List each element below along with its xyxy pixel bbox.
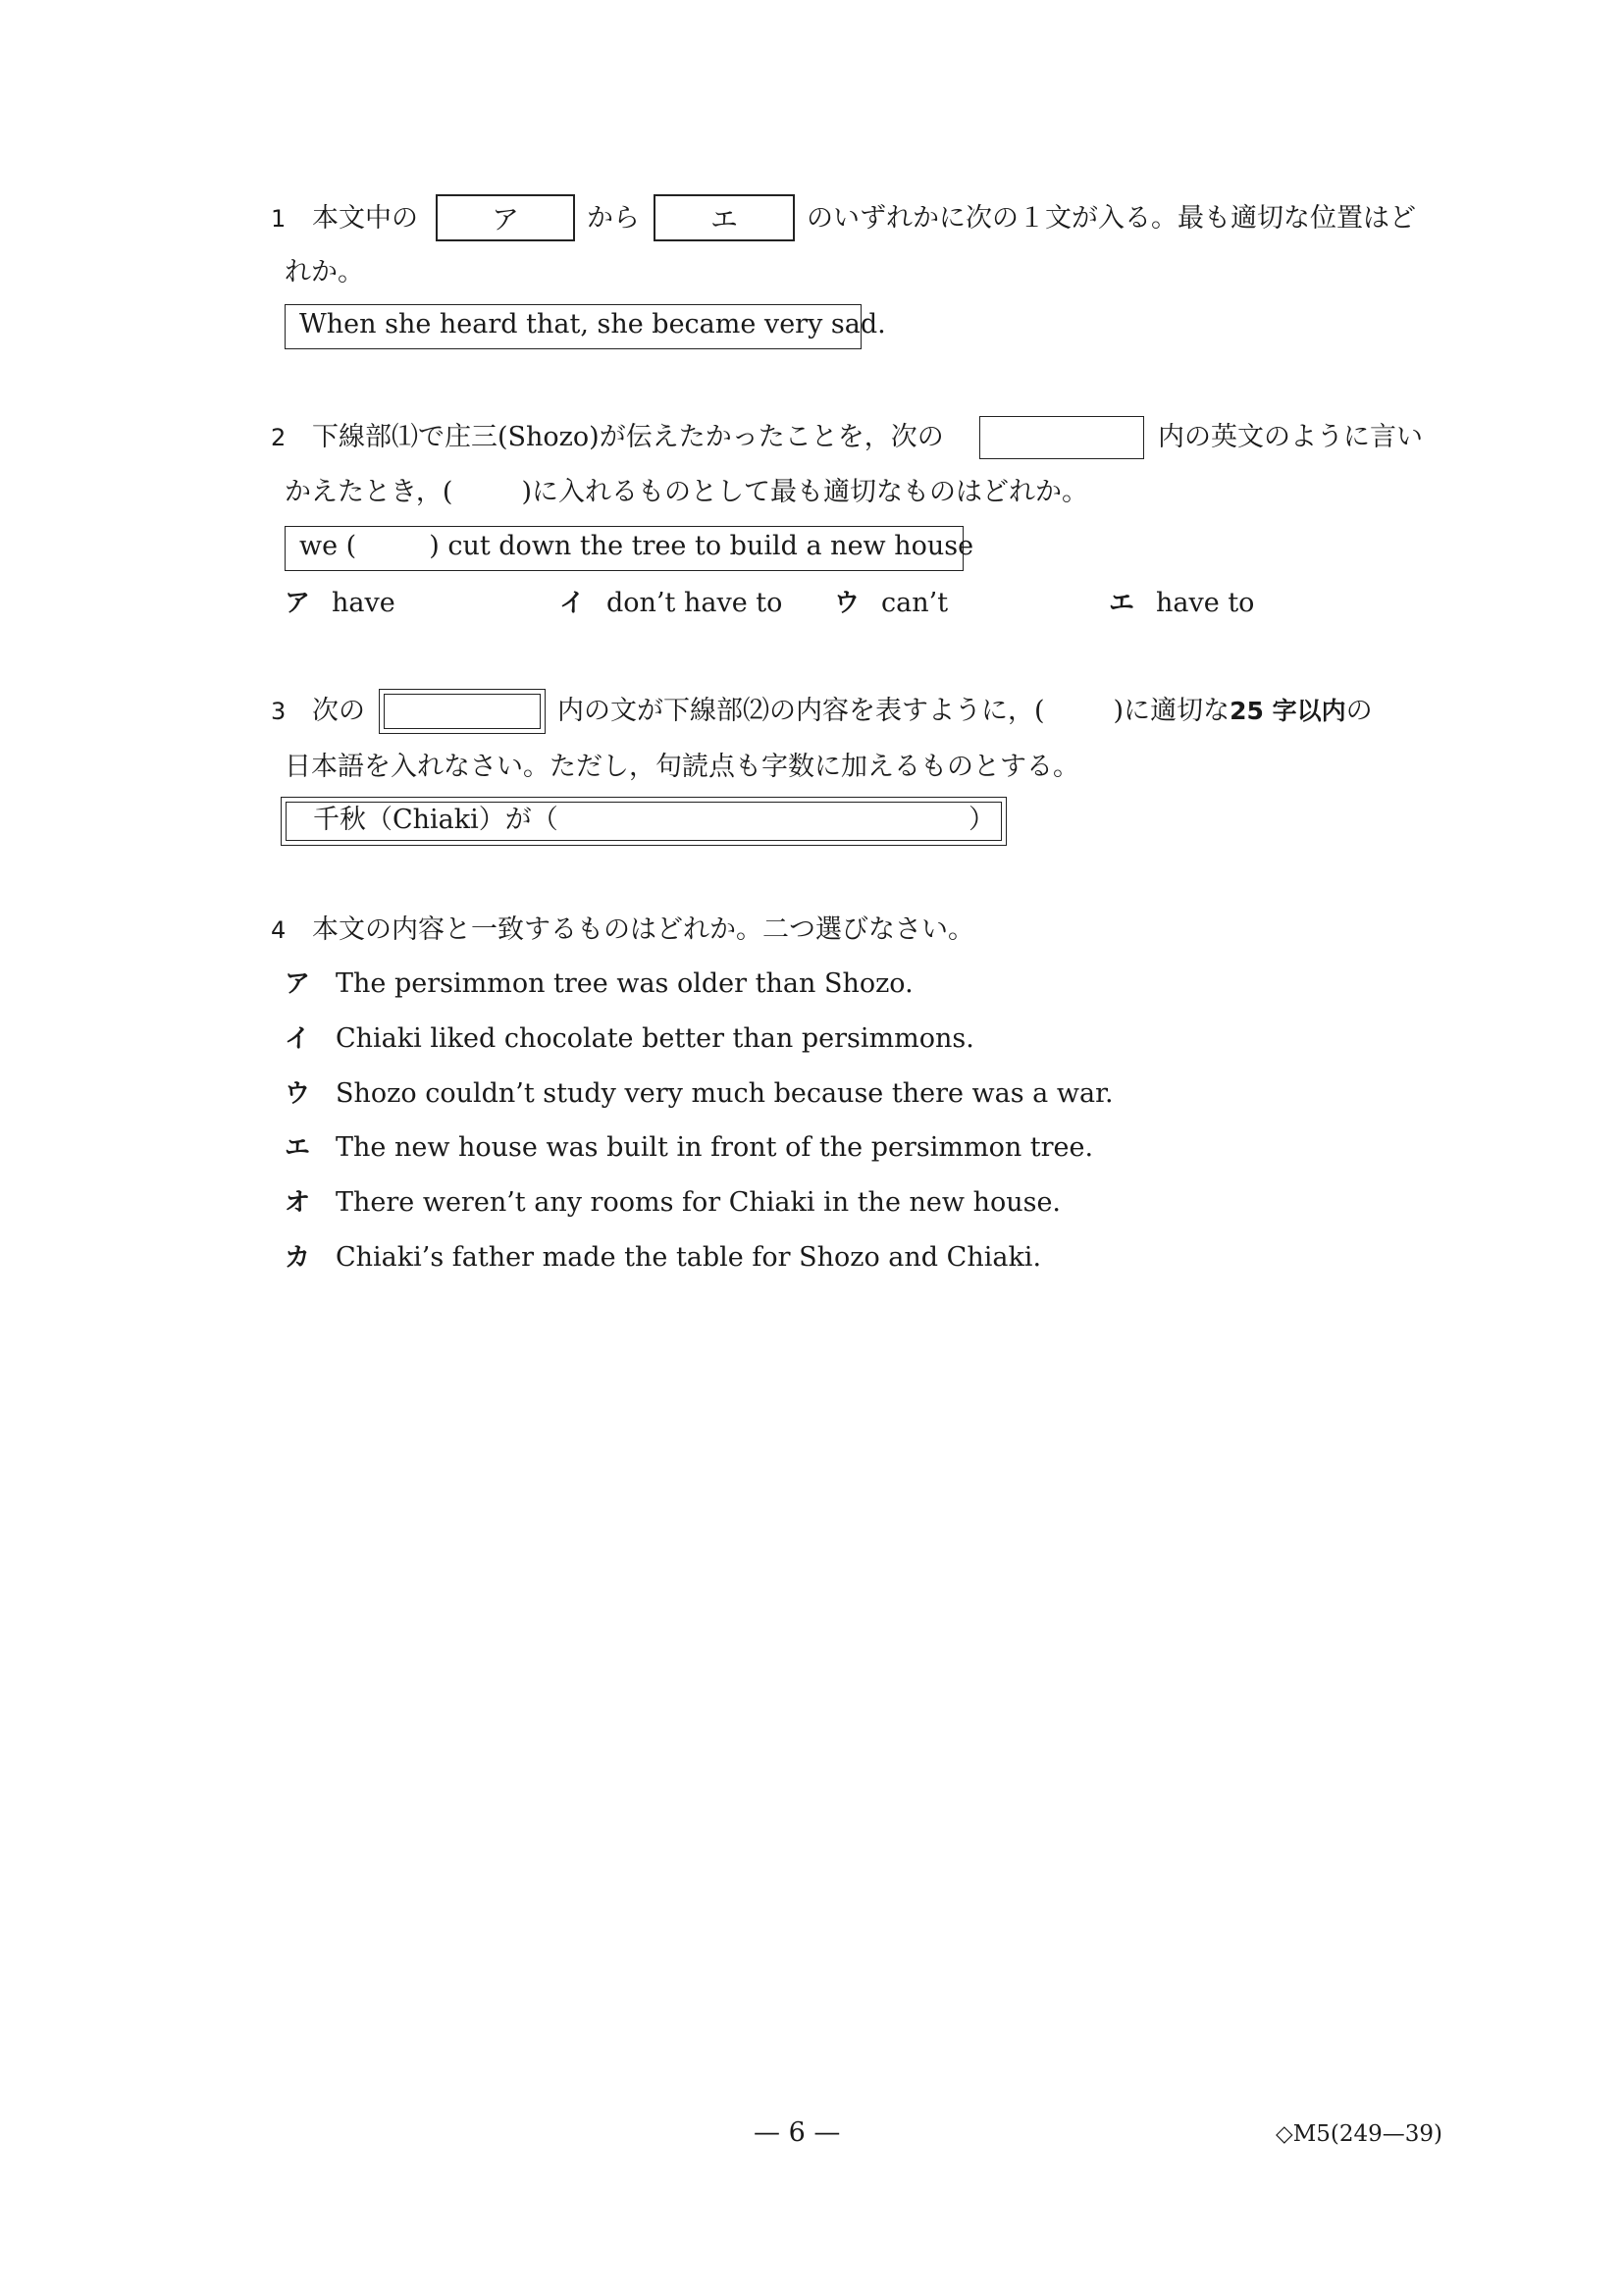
q4-option-i-label: イ — [285, 1024, 311, 1054]
q4-option-ka-text: Chiaki’s father made the table for Shozo and Chiaki. — [336, 1242, 1042, 1273]
q2-option-u-label: ウ — [834, 589, 861, 618]
q1-number: 1 — [271, 205, 287, 233]
q1-text-c: のいずれかに次の１文が入る。最も適切な位置はど — [807, 203, 1416, 234]
q2-text-b: 内の英文のように言い — [1158, 422, 1423, 452]
q4-option-o-label: オ — [285, 1188, 311, 1218]
q2-inline-box — [979, 416, 1144, 459]
q2-line1 — [271, 418, 944, 457]
q2-option-e-label: エ — [1109, 589, 1135, 618]
q2-option-a — [285, 584, 395, 623]
q1-text-a: 本文中の — [312, 203, 418, 234]
q1-box-a-label: ア — [491, 203, 519, 235]
q4-line1 — [271, 911, 974, 950]
exam-code: ◇M5(249—39) — [1276, 2121, 1442, 2147]
q1-sentence-box — [285, 304, 886, 349]
q4-option-u-text: Shozo couldn’t study very much because there was a war. — [336, 1078, 1114, 1109]
q2-sentence-start: we ( — [299, 531, 357, 561]
q2-option-u — [834, 584, 948, 623]
q4-option-u — [285, 1074, 1114, 1114]
q4-text: 本文の内容と一致するものはどれか。二つ選びなさい。 — [312, 914, 974, 945]
q2-text-d: )に入れるものとして最も適切なものはどれか。 — [521, 477, 1089, 507]
q2-option-u-text: can’t — [881, 588, 949, 618]
q4-option-i-text: Chiaki liked chocolate better than persimmons. — [336, 1023, 974, 1054]
q4-option-a — [285, 965, 914, 1004]
q2-option-i-text: don’t have to — [606, 588, 783, 618]
q2-option-a-label: ア — [285, 589, 311, 618]
q3-inline-box — [379, 689, 546, 734]
q2-sentence-box — [285, 526, 974, 571]
q3-limit: 25 字以内 — [1230, 697, 1346, 725]
q4-option-ka-label: カ — [285, 1243, 311, 1273]
q3-answer-start: 千秋（Chiaki）が（ — [313, 805, 558, 835]
q4-number: 4 — [271, 916, 287, 944]
q4-option-a-label: ア — [285, 969, 311, 999]
q1-text-d: れか。 — [285, 257, 364, 287]
q4-option-o-text: There weren’t any rooms for Chiaki in the new house. — [336, 1187, 1062, 1218]
q1-box-e-label: エ — [709, 203, 738, 235]
q4-option-o — [285, 1183, 1061, 1223]
q4-option-i — [285, 1019, 974, 1059]
q3-answer-box — [281, 797, 1007, 846]
q2-line2 — [285, 473, 1088, 512]
q2-option-e — [1109, 584, 1254, 623]
q2-option-i-label: イ — [559, 589, 586, 618]
q1-box-a — [436, 194, 575, 241]
q1-line1 — [271, 199, 418, 238]
q1-text-b: から — [587, 203, 640, 234]
page-number: — 6 — — [754, 2117, 841, 2148]
q2-text-c: かえたとき，( — [285, 477, 453, 507]
q2-sentence-end: ) cut down the tree to build a new house — [429, 531, 974, 561]
q4-option-u-label: ウ — [285, 1079, 311, 1109]
q4-option-e-text: The new house was built in front of the persimmon tree. — [336, 1132, 1094, 1163]
q2-option-e-text: have to — [1156, 588, 1255, 618]
q1-box-e — [654, 194, 795, 241]
q2-number: 2 — [271, 424, 287, 451]
q1-sentence: When she heard that, she became very sad. — [299, 309, 886, 339]
q4-option-e-label: エ — [285, 1133, 311, 1163]
q2-text-a: 下線部⑴で庄三(Shozo)が伝えたかったことを，次の — [312, 422, 944, 452]
q3-text-a: 次の — [312, 696, 365, 726]
q4-option-ka — [285, 1238, 1041, 1278]
q3-number: 3 — [271, 698, 287, 725]
q2-option-i — [559, 584, 782, 623]
q3-answer-end: ） — [969, 805, 995, 835]
q4-option-e — [285, 1128, 1093, 1168]
q3-text-c: )に適切な — [1113, 696, 1230, 726]
q2-option-a-text: have — [332, 588, 395, 618]
q3-line1 — [271, 692, 365, 731]
q4-option-a-text: The persimmon tree was older than Shozo. — [336, 968, 914, 999]
q3-line1-rest — [557, 692, 1373, 731]
q3-text-d: の — [1345, 696, 1373, 726]
q3-text-e: 日本語を入れなさい。ただし，句読点も字数に加えるものとする。 — [285, 752, 1079, 782]
q3-text-b: 内の文が下線部⑵の内容を表すように，( — [557, 696, 1045, 726]
